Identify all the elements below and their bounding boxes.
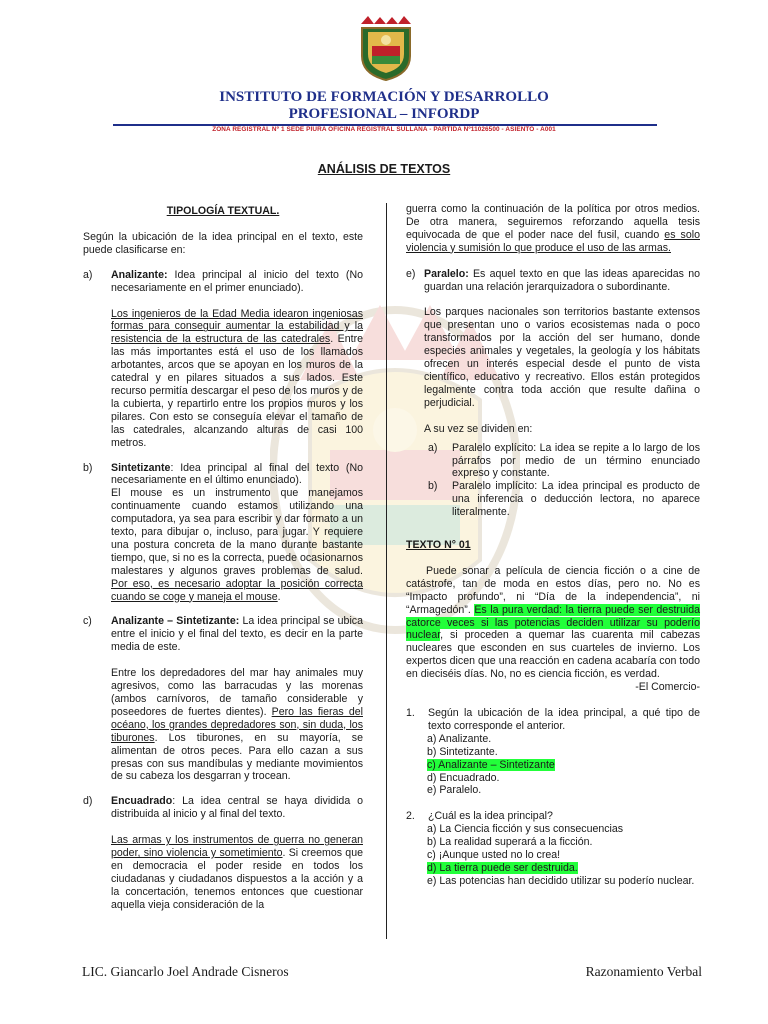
type-paralelo [406,268,700,436]
texto-paragraph: Puede sonar a película de ciencia ficción o a cine de catástrofe, tan de moda en estos días, pero no. No es “Impacto profundo”, ni “Día de la independencia”, ni “Armagedón”. Es la pura verdad: la tierra puede ser destruida catorce veces si las potencias deciden utilizar su poderío nuclear, si proceden a quemar las cuarenta mil cabezas nucleares que esconden en sus cuarteles de invierno. Los expertos dicen que una reacción en cadena acabaría con todo en dieciséis días. No, no es ciencia ficción, es verdad. [406,564,700,681]
question-1: 1. Según la ubicación de la idea principal, a qué tipo de texto corresponde el anterior. a) Analizante. b) Sintetizante. c) Analizante – Sintetizante d) Encuadrado. e) Paralelo. [406,707,700,797]
institution-name-line1: INSTITUTO DE FORMACIÓN Y DESARROLLO [219,89,549,105]
option: d) Encuadrado. [427,771,500,784]
item-tag: a) [83,268,93,281]
texto-source: -El Comercio- [635,681,700,694]
paralelo-implicito: b) Paralelo implícito: La idea principal es producto de una inferencia o deducción lectora, no aparece literalmente. [428,480,700,519]
item-tag: d) [83,795,93,808]
paralelo-explicito: a) Paralelo explícito: La idea se repite a lo largo de los párrafos por medio de un término enunciado expreso y constante. [428,441,700,480]
option: a) Analizante. [427,732,492,745]
item-term: Encuadrado [111,795,173,808]
encuadrado-continuation: guerra como la continuación de la política por otros medios. De otra manera, seguiremos reforzando aquella tesis equivocada de que el poder nace del fusil, cuando es solo violencia y sumisión lo que produce el uso de las armas. [406,203,700,254]
section-title: TIPOLOGÍA TEXTUAL. [166,205,280,217]
option: a) La Ciencia ficción y sus consecuencias [427,823,624,836]
left-column [83,205,363,912]
highlighted-main-idea: Es la pura verdad: la tierra puede ser destruida catorce veces si las potencias deciden utilizar su poderío nuclear [406,603,700,642]
option-correct: d) La tierra puede ser destruida. [427,861,578,874]
type-sintetizante [83,462,363,604]
option: b) Sintetizante. [427,745,498,758]
option-correct: c) Analizante – Sintetizante [427,758,555,771]
intro-paragraph: Según la ubicación de la idea principal en el texto, este puede clasificarse en: [83,230,363,256]
item-definition: : Idea principal al final del texto (No necesariamente en el último enunciado). [111,461,363,487]
item-example: Los ingenieros de la Edad Media idearon ingeniosas formas para conseguir aumentar la estabilidad y la resistencia de la estructura de las catedrales. Entre las más importantes está el uso de los llamados arbotantes, arcos que se apoyan en los muros de la catedral y en pilares situados a sus lados. Este recurso permitía descargar el peso de los muros y de la cubierta, y repartirlo entre los propios muros y los pilares. Con esto se conseguía elevar el tamaño de las catedrales, alcanzando alturas de casi 100 metros. [111,307,363,449]
item-tag: e) [406,267,416,280]
type-analizante-sintetizante [83,615,363,783]
item-term: Analizante – Sintetizante: [111,615,240,628]
item-definition: La idea principal se ubica entre el inicio y el final del texto, es decir en la parte media de este. [111,615,363,654]
item-example: Entre los depredadores del mar hay animales muy agresivos, como las barracudas y las morenas (ambos carnívoros, de tamaño considerable y poseedores de fuertes dientes). Pero las fieras del océano, los grandes depredadores son, sin duda, los tiburones. Los tiburones, en su mayoría, se alimentan de otros peces. Para ello cazan a sus presas con sus mandíbulas y mediante movimientos de su cabeza los desgarran y trocean. [111,667,363,783]
option: b) La realidad superará a la ficción. [427,836,593,849]
subdivision-intro: A su vez se dividen en: [424,422,533,435]
texto-title: TEXTO N° 01 [406,539,471,552]
option: e) Las potencias han decidido utilizar su poderío nuclear. [427,874,695,887]
item-term: Paralelo: [424,267,469,280]
item-example: Los parques nacionales son territorios bastante extensos que presentan uno o varios ecosistemas nada o poco transformados por la acción del ser humano, donde especies animales y vegetales, la geología y los hábitats ofrecen un interés especial desde el punto de vista científico, educativo y recreativo. Ellos están protegidos legalmente contra toda acción que resulte dañina o perjudicial. [424,306,700,409]
footer-author: LIC. Giancarlo Joel Andrade Cisneros [82,964,289,979]
option: c) ¡Aunque usted no lo crea! [427,849,561,862]
type-encuadrado [83,795,363,911]
type-analizante [83,269,363,450]
item-definition: Idea principal al inicio del texto (No necesariamente en el primer enunciado). [111,268,363,294]
document-title: ANÁLISIS DE TEXTOS [317,162,451,176]
item-example: Las armas y los instrumentos de guerra no generan poder, sino violencia y sometimiento. Si creemos que en democracia el poder reside en todos los ciudadanas y ciudadanos dispuestos a la acción y a la concertación, tenemos entonces que cuestionar aquella vieja consideración de la [111,834,363,911]
question-2: 2. ¿Cuál es la idea principal? a) La Ciencia ficción y sus consecuencias b) La realidad superará a la ficción. c) ¡Aunque usted no lo crea! d) La tierra puede ser destruida. e) Las potencias han decidido utilizar su poderío nuclear. [406,810,700,887]
registry-info: ZONA REGISTRAL Nº 1 SEDE PIURA OFICINA REGISTRAL SULLANA - PARTIDA Nº11026500 - ASIENTO - A001 [212,126,556,133]
item-term: Analizante: [111,268,168,281]
item-definition: Es aquel texto en que las ideas aparecidas no guardan una relación jerarquizadora o subordinante. [424,267,700,293]
item-tag: b) [83,461,93,474]
right-column [406,203,700,888]
item-term: Sintetizante [111,461,171,474]
column-divider [386,203,387,939]
option: e) Paralelo. [427,784,482,797]
item-example: El mouse es un instrumento que manejamos continuamente cuando estamos utilizando una computadora, ya sea para escribir y dar formato a un texto, para dibujar o, incluso, para jugar. Y requiere una postura concreta de la mano durante bastante tiempo, que, si no es la correcta, puede ocasionarnos malestares y algunos graves problemas de salud. Por eso, es necesario adoptar la posición correcta cuando se coge y maneja el mouse. [111,487,363,603]
item-tag: c) [83,615,92,628]
institution-crest-logo [356,16,416,82]
footer-subject: Razonamiento Verbal [585,964,702,979]
institution-name-line2: PROFESIONAL – INFORDP [288,106,480,122]
item-definition: : La idea central se haya dividida o distribuida al inicio y al final del texto. [111,795,363,821]
